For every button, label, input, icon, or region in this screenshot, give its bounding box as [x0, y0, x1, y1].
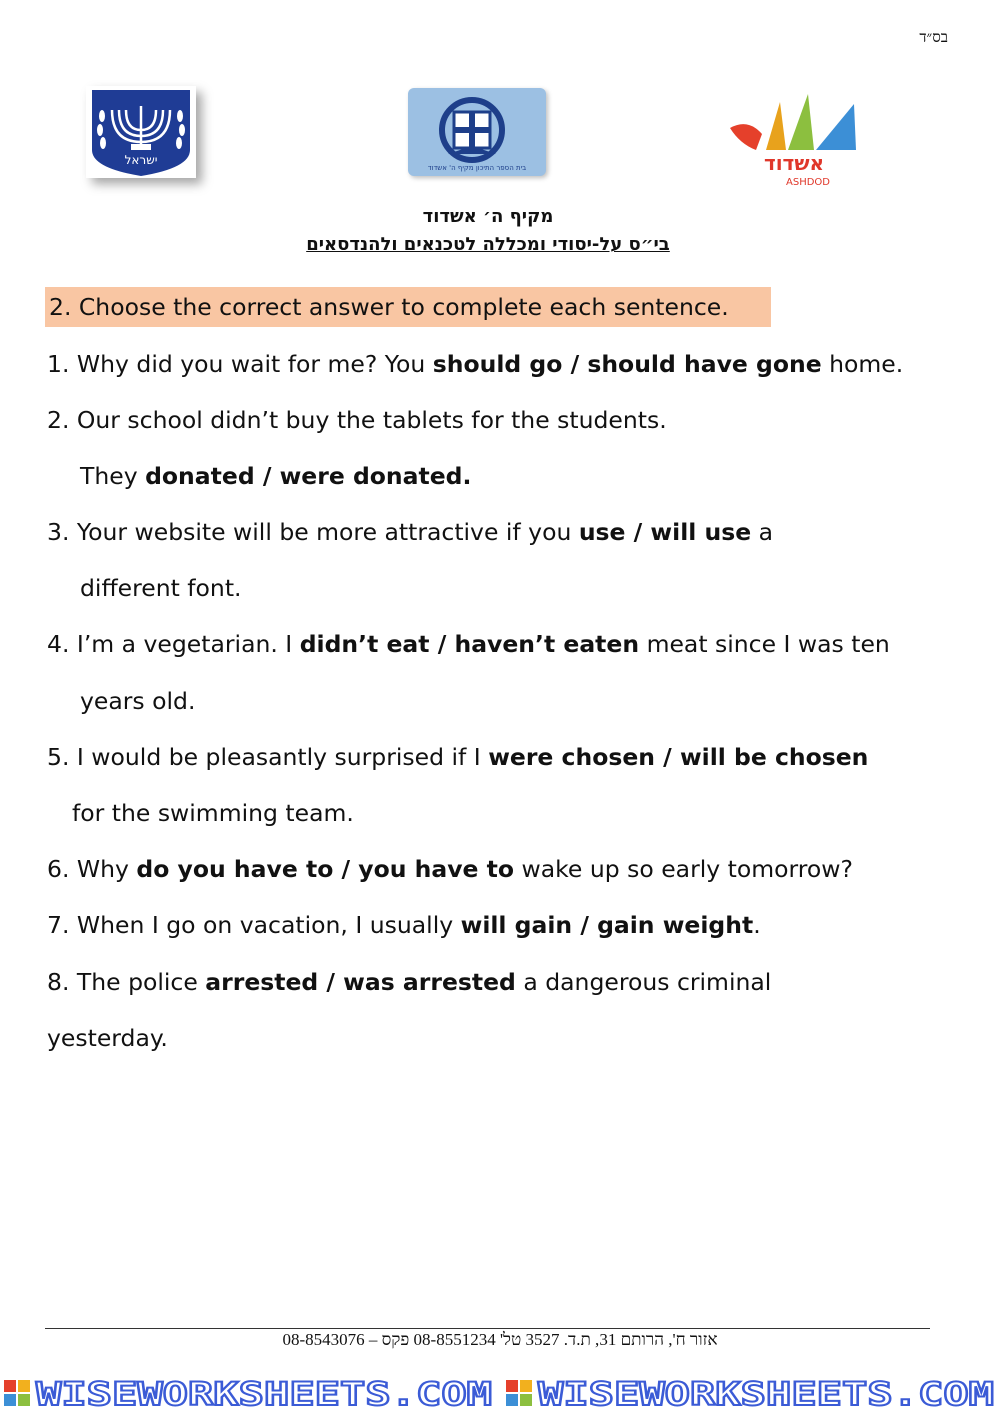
menorah-emblem-icon — [86, 86, 196, 178]
sentence-3: 3. Your website will be more attractive if you use / will use a — [47, 518, 774, 546]
answer-options: should go / should have gone — [432, 350, 822, 378]
answer-options: use / will use — [578, 518, 752, 546]
answer-options: donated / were donated. — [145, 462, 472, 490]
school-logo — [408, 88, 546, 176]
sentence-1: 1. Why did you wait for me? You should go / should have gone home. — [47, 350, 904, 378]
sails-logo-icon — [726, 88, 862, 190]
school-crest-icon — [408, 88, 546, 176]
watermark-logo-icon — [4, 1380, 30, 1406]
svg-text:אשדוד: אשדוד — [763, 151, 825, 175]
watermark-text: WISEWORKSHEETS.COM — [538, 1375, 994, 1413]
school-subtitle: בי״ס על-יסודי ומכללה לטכנאים ולהנדסאים — [306, 234, 670, 255]
sentence-7: 7. When I go on vacation, I usually will gain / gain weight. — [47, 911, 761, 939]
sentence-6: 6. Why do you have to / you have to wake up so early tomorrow? — [47, 855, 853, 883]
footer-divider — [45, 1328, 930, 1329]
svg-text:ישראל: ישראל — [124, 153, 158, 167]
sentence-3-continued: different font. — [80, 574, 242, 602]
task-title: 2. Choose the correct answer to complete each sentence. — [45, 287, 771, 327]
sentence-5-continued: for the swimming team. — [72, 799, 354, 827]
footer-address: אזור ח', הרותם 31, ת.ד. 3527 טל' 08-8551234 פקס – 08-8543076 — [282, 1330, 718, 1349]
watermark-banner — [0, 1372, 1000, 1413]
answer-options: were chosen / will be chosen — [488, 743, 869, 771]
sentence-8-continued: yesterday. — [47, 1024, 168, 1052]
sentence-2-continued: They donated / were donated. — [80, 462, 472, 490]
sentence-2: 2. Our school didn’t buy the tablets for the students. — [47, 406, 667, 434]
watermark-logo-icon — [506, 1380, 532, 1406]
answer-options: arrested / was arrested — [205, 968, 516, 996]
sentence-5: 5. I would be pleasantly surprised if I were chosen / will be chosen — [47, 743, 869, 771]
watermark-text: WISEWORKSHEETS.COM — [36, 1375, 492, 1413]
svg-text:בית הספר התיכון מקיף ה' אשדוד: בית הספר התיכון מקיף ה' אשדוד — [427, 164, 527, 172]
answer-options: didn’t eat / haven’t eaten — [299, 630, 640, 658]
svg-text:ASHDOD: ASHDOD — [786, 177, 830, 188]
sentence-8: 8. The police arrested / was arrested a dangerous criminal — [47, 968, 772, 996]
answer-options: will gain / gain weight — [460, 911, 754, 939]
sentence-4: 4. I’m a vegetarian. I didn’t eat / haven’t eaten meat since I was ten — [47, 630, 890, 658]
sentence-4-continued: years old. — [80, 687, 196, 715]
ashdod-city-logo — [726, 88, 862, 190]
top-right-mark: בס״ד — [919, 30, 948, 46]
answer-options: do you have to / you have to — [136, 855, 515, 883]
state-emblem-logo — [86, 86, 196, 178]
school-name: מקיף ה׳ אשדוד — [422, 206, 554, 227]
